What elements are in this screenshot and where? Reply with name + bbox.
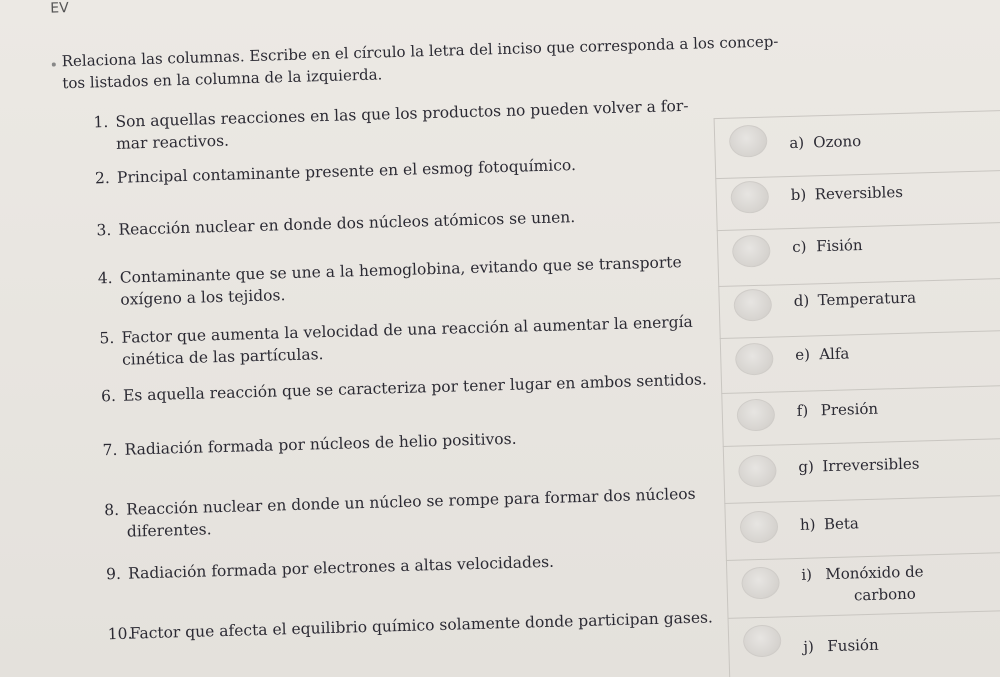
option-text: Irreversibles bbox=[822, 454, 920, 476]
answer-circle-1[interactable] bbox=[729, 125, 768, 158]
answer-circle-4[interactable] bbox=[733, 289, 772, 322]
question-number: 6. bbox=[100, 386, 117, 406]
option-text: Beta bbox=[823, 514, 860, 534]
question-2 bbox=[95, 149, 745, 189]
option-h bbox=[800, 512, 859, 536]
question-9 bbox=[106, 545, 756, 585]
option-letter: h) bbox=[799, 515, 816, 534]
question-number: 7. bbox=[102, 440, 118, 460]
row-rule bbox=[723, 434, 1000, 447]
option-text: Temperatura bbox=[817, 288, 917, 310]
question-number: 10. bbox=[107, 624, 133, 644]
question-text: Contaminante que se une a la hemoglobina, evitando que se transporte bbox=[119, 253, 682, 287]
answer-circle-5[interactable] bbox=[735, 343, 774, 376]
instructions-line-2: tos listados en la columna de la izquierda. bbox=[62, 65, 383, 93]
row-rule bbox=[715, 166, 1000, 179]
question-3 bbox=[96, 201, 746, 241]
question-text-cont: diferentes. bbox=[126, 520, 212, 541]
question-5 bbox=[99, 309, 750, 371]
corner-mark: EV bbox=[50, 0, 69, 17]
question-text-cont: cinética de las partículas. bbox=[121, 345, 324, 369]
option-letter: e) bbox=[794, 345, 811, 364]
option-e bbox=[795, 342, 850, 366]
question-10 bbox=[107, 605, 757, 645]
option-b bbox=[790, 181, 903, 206]
answer-circle-9[interactable] bbox=[741, 566, 780, 599]
question-text: Radiación formada por núcleos de helio positivos. bbox=[124, 429, 517, 459]
question-text: Son aquellas reacciones en las que los productos no pueden volver a for- bbox=[115, 96, 689, 131]
instructions-line-1: Relaciona las columnas. Escribe en el círculo la letra del inciso que corresponda a los concep- bbox=[61, 32, 779, 71]
option-f bbox=[796, 398, 878, 422]
row-rule bbox=[724, 491, 1000, 504]
option-j bbox=[803, 634, 879, 658]
question-text: Factor que aumenta la velocidad de una reacción al aumentar la energía bbox=[121, 312, 694, 347]
answer-circle-10[interactable] bbox=[743, 624, 782, 657]
row-rule bbox=[728, 606, 1000, 619]
option-letter: a) bbox=[789, 133, 805, 153]
option-letter: c) bbox=[791, 237, 807, 256]
option-text: Monóxido de bbox=[825, 562, 924, 584]
answer-circle-7[interactable] bbox=[738, 455, 777, 488]
option-g bbox=[798, 453, 920, 478]
question-number: 8. bbox=[104, 500, 120, 520]
option-letter: f) bbox=[796, 401, 809, 420]
question-4 bbox=[98, 249, 749, 311]
option-text: Reversibles bbox=[814, 182, 904, 204]
answer-circle-2[interactable] bbox=[730, 181, 769, 214]
instructions bbox=[61, 29, 822, 94]
question-8 bbox=[104, 481, 755, 543]
option-text: Presión bbox=[820, 399, 879, 420]
option-letter: j) bbox=[803, 637, 815, 656]
option-letter: g) bbox=[798, 457, 815, 476]
question-number: 3. bbox=[96, 220, 112, 240]
option-letter: d) bbox=[793, 291, 810, 310]
row-rule bbox=[714, 106, 1000, 119]
row-rule bbox=[720, 326, 1000, 339]
option-text: Fisión bbox=[815, 236, 863, 256]
question-1 bbox=[93, 93, 744, 155]
option-letter: i) bbox=[801, 565, 813, 584]
question-7 bbox=[102, 421, 752, 461]
option-text: Ozono bbox=[813, 132, 862, 152]
option-letter: b) bbox=[790, 185, 807, 204]
question-number: 9. bbox=[105, 564, 122, 584]
option-i bbox=[801, 560, 924, 607]
answer-circle-3[interactable] bbox=[732, 235, 771, 268]
question-6 bbox=[101, 367, 751, 407]
row-rule bbox=[717, 218, 1000, 231]
option-text-cont: carbono bbox=[853, 584, 917, 605]
question-text: Radiación formada por electrones a altas velocidades. bbox=[127, 552, 555, 583]
question-text: Reacción nuclear en donde un núcleo se rompe para formar dos núcleos bbox=[126, 484, 696, 519]
option-d bbox=[793, 287, 916, 312]
option-text: Alfa bbox=[818, 344, 850, 364]
option-c bbox=[792, 234, 863, 258]
row-rule bbox=[718, 274, 1000, 287]
row-rule bbox=[721, 381, 1000, 394]
question-text: Principal contaminante presente en el esmog fotoquímico. bbox=[116, 155, 577, 187]
question-number: 4. bbox=[97, 268, 113, 288]
question-number: 5. bbox=[99, 328, 115, 348]
question-text-cont: oxígeno a los tejidos. bbox=[120, 286, 286, 309]
question-text: Es aquella reacción que se caracteriza por tener lugar en ambos sentidos. bbox=[122, 370, 708, 405]
answer-circle-6[interactable] bbox=[736, 399, 775, 432]
option-text: Fusión bbox=[827, 635, 879, 656]
question-text: Reacción nuclear en donde dos núcleos atómicos se unen. bbox=[118, 208, 576, 239]
answer-circle-8[interactable] bbox=[740, 510, 779, 543]
question-text-cont: mar reactivos. bbox=[115, 131, 230, 153]
option-a bbox=[789, 130, 862, 154]
question-number: 1. bbox=[93, 113, 109, 132]
bullet-dot bbox=[52, 62, 56, 66]
question-text: Factor que afecta el equilibrio químico solamente donde participan gases. bbox=[129, 608, 714, 643]
row-rule bbox=[726, 548, 1000, 561]
question-number: 2. bbox=[94, 169, 111, 188]
